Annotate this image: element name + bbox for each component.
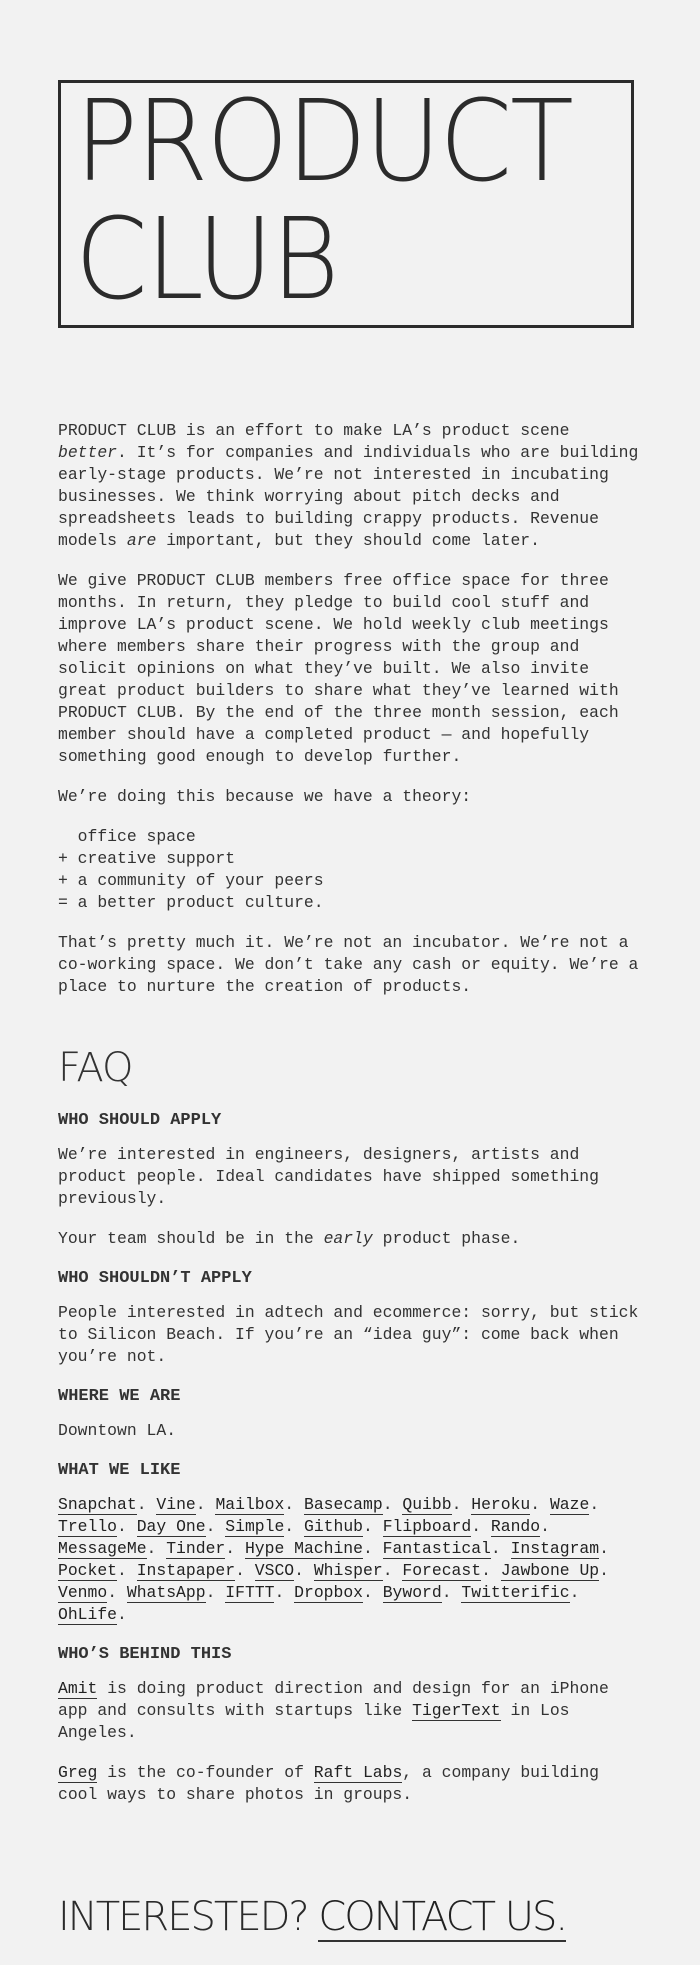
- liked-product-link[interactable]: Heroku: [471, 1495, 531, 1514]
- liked-product-link[interactable]: Fantastical: [382, 1539, 491, 1558]
- team-phase-text: Your team should be in the early product phase.: [58, 1229, 521, 1248]
- amit-link[interactable]: Amit: [58, 1679, 98, 1698]
- liked-product-link[interactable]: Pocket: [58, 1561, 118, 1580]
- liked-product-link[interactable]: Forecast: [402, 1561, 482, 1580]
- contact-cta: [58, 1893, 566, 1941]
- cta-prefix: INTERESTED?: [58, 1894, 319, 1940]
- liked-product-link[interactable]: Venmo: [58, 1583, 108, 1602]
- liked-product-link[interactable]: Simple: [225, 1517, 285, 1536]
- what-we-like-heading: WHAT WE LIKE: [58, 1461, 181, 1480]
- intro-paragraph-1: PRODUCT CLUB is an effort to make LA’s product scene better. It’s for companies and individuals who are building early-stage products. We’re not interested in incubating businesses. We think worrying about pitch decks and spreadsheets leads to building crappy products. Revenue models are important, but they should come later.: [58, 421, 639, 550]
- intro-paragraph-4: That’s pretty much it. We’re not an incubator. We’re not a co-working space. We don’t take any cash or equity. We’re a place to nurture the creation of products.: [58, 933, 639, 996]
- liked-product-link[interactable]: Github: [303, 1517, 364, 1536]
- liked-product-link[interactable]: Vine: [156, 1495, 196, 1514]
- raft-labs-link[interactable]: Raft Labs: [313, 1763, 403, 1782]
- main-content: [58, 420, 648, 1824]
- who-should-apply-heading: WHO SHOULD APPLY: [58, 1111, 222, 1130]
- liked-product-link[interactable]: Whisper: [313, 1561, 383, 1580]
- contact-us-link[interactable]: CONTACT US.: [318, 1894, 567, 1940]
- liked-product-link[interactable]: Dropbox: [294, 1583, 363, 1602]
- theory-line: + creative support: [58, 849, 236, 868]
- liked-product-link[interactable]: OhLife: [58, 1605, 118, 1624]
- liked-product-link[interactable]: Quibb: [402, 1495, 452, 1514]
- liked-product-link[interactable]: VSCO: [254, 1561, 295, 1580]
- who-shouldnt-apply-heading: WHO SHOULDN’T APPLY: [58, 1269, 252, 1288]
- intro-paragraph-2: We give PRODUCT CLUB members free office space for three months. In return, they pledge to build cool stuff and improve LA’s product scene. We hold weekly club meetings where members share their progress with the group and solicit opinions on what they’ve built. We also invite great product builders to share what they’ve learned with PRODUCT CLUB. By the end of the three month session, each member should have a completed product — and hopefully something good enough to develop further.: [58, 571, 619, 766]
- liked-product-link[interactable]: Basecamp: [303, 1495, 383, 1514]
- liked-product-link[interactable]: Instapaper: [136, 1561, 236, 1580]
- theory-line: + a community of your peers: [58, 871, 324, 890]
- logo-line-2: CLUB: [75, 195, 338, 325]
- liked-product-link[interactable]: Flipboard: [382, 1517, 472, 1536]
- liked-product-link[interactable]: Mailbox: [215, 1495, 285, 1514]
- where-we-are-text: Downtown LA.: [58, 1421, 177, 1440]
- liked-product-link[interactable]: Byword: [382, 1583, 442, 1602]
- liked-product-link[interactable]: Rando: [490, 1517, 541, 1536]
- liked-product-link[interactable]: MessageMe: [58, 1539, 147, 1558]
- liked-products-list: Snapchat. Vine. Mailbox. Basecamp. Quibb. Heroku. Waze. Trello. Day One. Simple. Github. Flipboard. Rando. MessageMe. Tinder. Hype Machine. Fantastical. Instagram. Pocket. Instapaper. VSCO. Whisper. Forecast. Jawbone Up. Venmo. WhatsApp. IFTTT. Dropbox. Byword. Twitterific. OhLife.: [58, 1495, 609, 1624]
- liked-product-link[interactable]: IFTTT: [225, 1583, 275, 1602]
- who-shouldnt-apply-text: People interested in adtech and ecommerce: sorry, but stick to Silicon Beach. If you’re an “idea guy”: come back when you’re not.: [58, 1303, 639, 1366]
- liked-product-link[interactable]: WhatsApp: [126, 1583, 206, 1602]
- greg-bio: Greg is the co-founder of Raft Labs, a company building cool ways to share photos in groups.: [58, 1763, 600, 1804]
- liked-product-link[interactable]: Trello: [58, 1517, 118, 1536]
- greg-link[interactable]: Greg: [58, 1763, 98, 1782]
- theory-line: = a better product culture.: [58, 893, 324, 912]
- liked-product-link[interactable]: Instagram: [510, 1539, 600, 1558]
- logo-line-1: PRODUCT: [75, 77, 572, 207]
- tigertext-link[interactable]: TigerText: [412, 1701, 501, 1720]
- liked-product-link[interactable]: Tinder: [166, 1539, 226, 1558]
- liked-product-link[interactable]: Waze: [549, 1495, 590, 1514]
- who-should-apply-text: We’re interested in engineers, designers, artists and product people. Ideal candidates have shipped something previously.: [58, 1145, 599, 1208]
- liked-product-link[interactable]: Snapchat: [58, 1495, 137, 1514]
- intro-paragraph-3: We’re doing this because we have a theory:: [58, 787, 472, 806]
- liked-product-link[interactable]: Day One: [136, 1517, 206, 1536]
- theory-list: [58, 826, 648, 914]
- amit-bio: Amit is doing product direction and design for an iPhone app and consults with startups like TigerText in Los Angeles.: [58, 1679, 609, 1742]
- liked-product-link[interactable]: Hype Machine: [244, 1539, 363, 1558]
- where-we-are-heading: WHERE WE ARE: [58, 1387, 181, 1406]
- theory-line: office space: [58, 827, 196, 846]
- whos-behind-heading: WHO’S BEHIND THIS: [58, 1645, 232, 1664]
- logo-box: [58, 77, 634, 328]
- liked-product-link[interactable]: Jawbone Up: [500, 1561, 600, 1580]
- liked-product-link[interactable]: Twitterific: [461, 1583, 570, 1602]
- faq-title: FAQ: [58, 1045, 133, 1091]
